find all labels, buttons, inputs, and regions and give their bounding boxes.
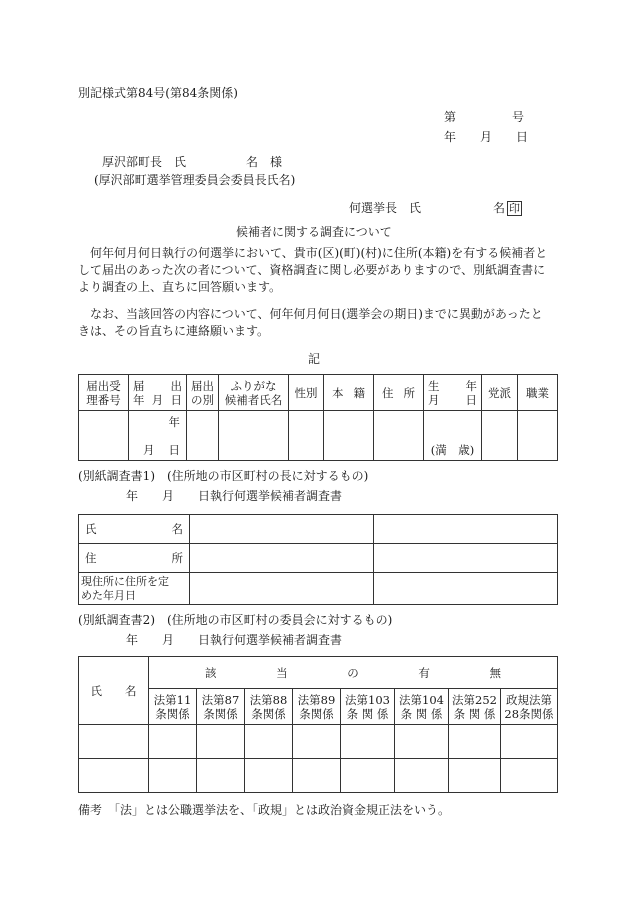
header-law-88: 法第88 条関係 bbox=[245, 689, 293, 725]
appendix2-table bbox=[78, 656, 558, 793]
label-residence-date: 現住所に住所を定 めた年月日 bbox=[79, 573, 190, 605]
cell-candidate-name bbox=[219, 411, 289, 461]
candidate-table-header bbox=[79, 375, 558, 411]
sender-line bbox=[349, 201, 522, 216]
ki-heading: 記 bbox=[308, 352, 321, 366]
addressee-committee: (厚沢部町選挙管理委員会委員長氏名) bbox=[94, 173, 296, 187]
header-law-11: 法第11 条関係 bbox=[149, 689, 197, 725]
cell-party bbox=[482, 411, 518, 461]
header-law-89: 法第89 条関係 bbox=[293, 689, 341, 725]
appendix1-subtitle: 年 月 日執行何選挙候補者調査書 bbox=[126, 489, 343, 503]
header-party: 党派 bbox=[482, 375, 518, 411]
header-political-funds-28: 政規法第 28条関係 bbox=[501, 689, 558, 725]
header-birthdate: 生 年 月 日 bbox=[424, 375, 482, 411]
header-law-252: 法第252 条 関 係 bbox=[449, 689, 501, 725]
appendix2-column-header-row bbox=[79, 689, 558, 725]
cell-sex bbox=[289, 411, 324, 461]
cell-address-2 bbox=[374, 544, 558, 573]
header-law-104: 法第104 条 関 係 bbox=[395, 689, 449, 725]
candidate-table-row bbox=[79, 411, 558, 461]
form-title: 別記様式第84号(第84条関係) bbox=[78, 86, 238, 100]
appendix2-group-header-row bbox=[79, 657, 558, 689]
body-paragraph-1: 何年何月何日執行の何選挙において、貴市(区)(町)(村)に住所(本籍)を有する候補者として届出のあった次の者について、資格調査に関し必要がありますので、別紙調査書により調査の上、直ちに回答願います。 bbox=[78, 246, 548, 294]
header-address: 住 所 bbox=[374, 375, 424, 411]
header-sex: 性別 bbox=[289, 375, 324, 411]
header-candidate-name: ふりがな 候補者氏名 bbox=[219, 375, 289, 411]
label-name: 氏 名 bbox=[79, 515, 190, 544]
cell-filing-kind bbox=[187, 411, 219, 461]
doc-date-hi: 日 bbox=[516, 130, 529, 144]
subject: 候補者に関する調査について bbox=[236, 225, 392, 239]
header-occupation: 職業 bbox=[518, 375, 558, 411]
cell-name-1 bbox=[190, 515, 374, 544]
doc-date-tsuki: 月 bbox=[480, 130, 493, 144]
doc-date-nen: 年 bbox=[444, 130, 457, 144]
doc-number-dai: 第 bbox=[444, 110, 457, 124]
header-name: 氏 名 bbox=[79, 657, 149, 725]
header-law-103: 法第103 条 関 係 bbox=[341, 689, 395, 725]
header-filing-date: 届 出 年 月 日 bbox=[129, 375, 187, 411]
sender-name: 何選挙長 氏 名 bbox=[349, 201, 506, 215]
cell-honseki bbox=[324, 411, 374, 461]
cell-residence-date-1 bbox=[190, 573, 374, 605]
header-honseki: 本 籍 bbox=[324, 375, 374, 411]
cell-address bbox=[374, 411, 424, 461]
appendix2-row-2 bbox=[79, 759, 558, 793]
cell-birthdate: (満 歳) bbox=[424, 411, 482, 461]
cell-name-2 bbox=[374, 515, 558, 544]
appendix1-row-name bbox=[79, 515, 558, 544]
header-law-87: 法第87 条関係 bbox=[197, 689, 245, 725]
label-address: 住 所 bbox=[79, 544, 190, 573]
cell-filing-date: 年 月 日 bbox=[129, 411, 187, 461]
appendix1-row-address bbox=[79, 544, 558, 573]
appendix2-title: (別紙調査書2) (住所地の市区町村の委員会に対するもの) bbox=[78, 613, 393, 627]
remarks-note: 備考 「法」とは公職選挙法を、「政規」とは政治資金規正法をいう。 bbox=[78, 803, 451, 817]
candidate-table bbox=[78, 374, 558, 461]
doc-number-go: 号 bbox=[512, 110, 525, 124]
seal-mark: 印 bbox=[509, 202, 521, 215]
appendix1-row-residence-date bbox=[79, 573, 558, 605]
header-receipt-number: 届出受 理番号 bbox=[79, 375, 129, 411]
appendix2-row-1 bbox=[79, 725, 558, 759]
header-filing-kind: 届出 の別 bbox=[187, 375, 219, 411]
cell-occupation bbox=[518, 411, 558, 461]
cell-residence-date-2 bbox=[374, 573, 558, 605]
body-paragraph-2: なお、当該回答の内容について、何年何月何日(選挙会の期日)までに異動があったときは、その旨直ちに連絡願います。 bbox=[78, 307, 543, 338]
header-applicability: 該 当 の 有 無 bbox=[149, 657, 558, 689]
cell-receipt-number bbox=[79, 411, 129, 461]
appendix2-subtitle: 年 月 日執行何選挙候補者調査書 bbox=[126, 633, 343, 647]
cell-address-1 bbox=[190, 544, 374, 573]
appendix1-title: (別紙調査書1) (住所地の市区町村の長に対するもの) bbox=[78, 469, 369, 483]
addressee-name: 厚沢部町長 氏 名 様 bbox=[102, 155, 283, 169]
appendix1-table bbox=[78, 514, 558, 605]
